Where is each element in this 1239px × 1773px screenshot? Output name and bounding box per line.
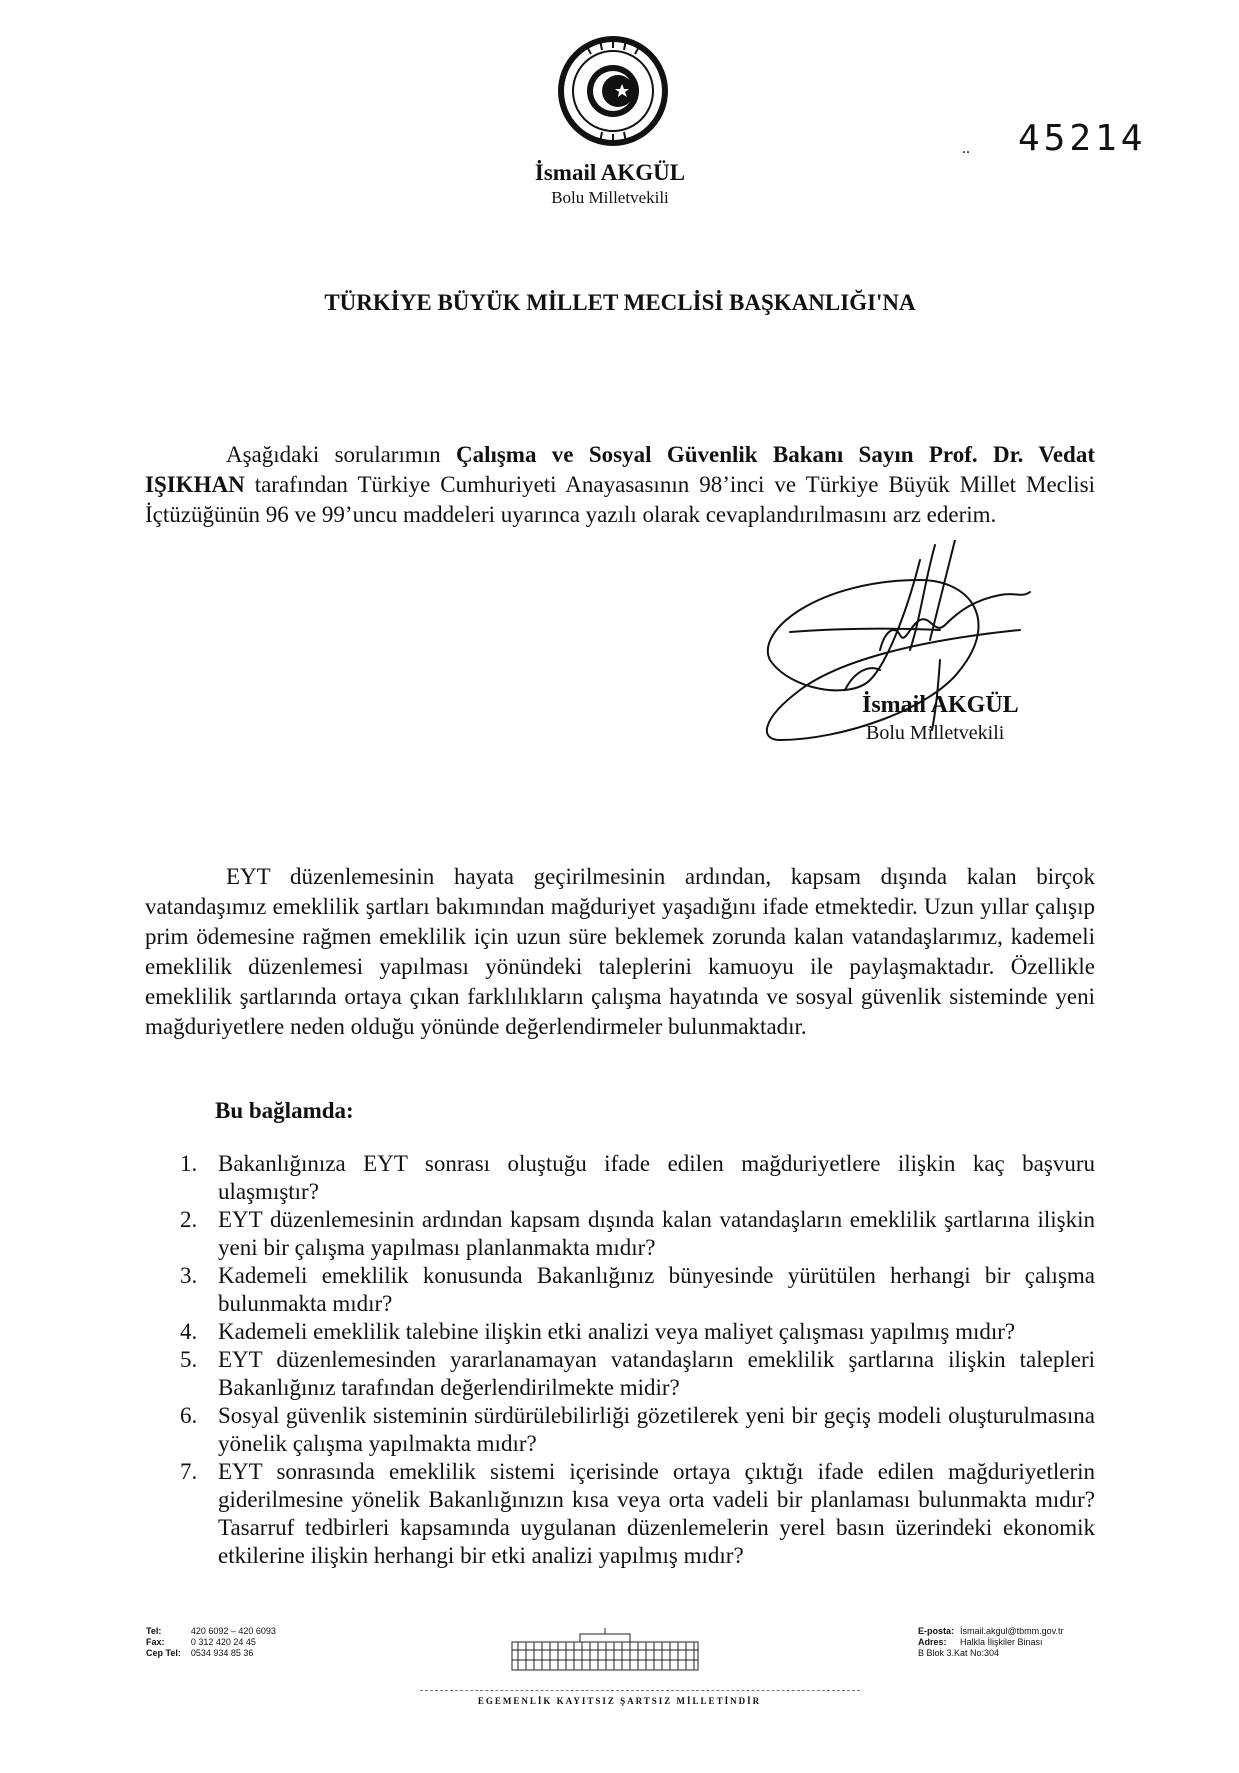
sender-name: İsmail AKGÜL [534,160,686,185]
question-text: EYT düzenlemesinin ardından kapsam dışında kalan vatandaşların emeklilik şartlarına ilişkin yeni bir çalışma yapılması planlanmakta mıdır? [218,1207,1095,1260]
email-value: İsmail.akgul@tbmm.gov.tr [960,1626,1064,1636]
list-item [145,1150,1095,1206]
question-number: 4. [180,1319,198,1344]
signature-name: İsmail AKGÜL [862,692,1019,718]
body-paragraph: EYT düzenlemesinin hayata geçirilmesinin ardından, kapsam dışında kalan birçok vatandaşımız emeklilik şartları bakımından mağduriyet yaşadığını ifade etmektedir. Uzun yıllar çalışıp prim ödemesine rağmen emeklilik için uzun süre beklemek zorunda kalan vatandaşlarımız, kademeli emeklilik düzenlemesi yapılması yönündeki taleplerini kamuoyu ile paylaşmaktadır. Özellikle emeklilik şartlarında ortaya çıkan farklılıkların çalışma hayatında ve sosyal güvenlik sisteminde yeni mağduriyetlere neden olduğu yönünde değerlendirmeler bulunmaktadır. [145,864,1095,1039]
questions-list [145,1150,1095,1570]
question-number: 7. [180,1459,198,1484]
tel-label: Tel: [146,1626,162,1636]
intro-text-after: tarafından Türkiye Cumhuriyeti Anayasasının 98’inci ve Türkiye Büyük Millet Meclisi İçtüzüğünün 96 ve 99’uncu maddeleri uyarınca yazılı olarak cevaplandırılmasını arz ederim. [145,472,1095,527]
address-line2: B Blok 3.Kat No:304 [918,1648,1000,1658]
fax-value: 0 312 420 24 45 [190,1637,256,1647]
addressee-heading: TÜRKİYE BÜYÜK MİLLET MECLİSİ BAŞKANLIĞI'NA [324,290,916,315]
question-number: 5. [180,1347,198,1372]
question-text: Bakanlığınıza EYT sonrası oluştuğu ifade edilen mağduriyetlere ilişkin kaç başvuru ulaşmıştır? [218,1151,1095,1204]
document-number-prefix: .. [962,140,970,157]
address-label: Adres: [918,1637,947,1647]
footer-contact-address [918,1626,1070,1659]
question-number: 2. [180,1207,198,1232]
intro-text-before: Aşağıdaki sorularımın [226,442,456,467]
letterhead-footer [0,1620,1239,1760]
question-number: 1. [180,1151,198,1176]
question-text: EYT sonrasında emeklilik sistemi içerisinde ortaya çıktığı ifade edilen mağduriyetlerin giderilmesine yönelik Bakanlığınızın kısa veya orta vadeli bir planlaması bulunmakta mıdır?Tasarruf tedbirleri kapsamında uygulanan düzenlemelerin yerel basın üzerindeki ekonomik etkilerine ilişkin herhangi bir etki analizi yapılmış mıdır? [218,1459,1095,1568]
intro-paragraph [145,440,1095,530]
question-text: EYT düzenlemesinden yararlanamayan vatandaşların emeklilik şartlarına ilişkin talepleri Bakanlığınız tarafından değerlendirilmekte midir? [218,1347,1095,1400]
question-text: Sosyal güvenlik sisteminin sürdürülebilirliği gözetilerek yeni bir geçiş modeli oluşturulmasına yönelik çalışma yapılmakta mıdır? [218,1403,1095,1456]
tel-value: 420 6092 – 420 6093 [190,1626,276,1636]
parliament-building-icon [510,1628,700,1673]
question-text: Kademeli emeklilik talebine ilişkin etki analizi veya maliyet çalışması yapılmış mıdır? [218,1319,1016,1344]
document-number: 45214 [1018,118,1147,159]
cep-label: Cep Tel: [146,1648,181,1658]
list-item [145,1458,1095,1570]
list-item [145,1262,1095,1318]
minister-name: Çalışma ve Sosyal Güvenlik Bakanı Sayın Prof. Dr. Vedat IŞIKHAN [145,442,1095,497]
question-number: 3. [180,1263,198,1288]
tbmm-seal-icon [556,34,670,148]
question-text: Kademeli emeklilik konusunda Bakanlığınız bünyesinde yürütülen herhangi bir çalışma bulunmakta mıdır? [218,1263,1095,1316]
list-item [145,1346,1095,1402]
cep-value: 0534 934 85 36 [190,1648,254,1658]
footer-motto: EGEMENLİK KAYITSIZ ŞARTSIZ MİLLETİNDİR [477,1696,762,1706]
sender-role: Bolu Milletvekili [551,188,669,207]
list-item [145,1318,1095,1346]
email-label: E-posta: [918,1626,954,1636]
footer-divider [420,1690,860,1691]
fax-label: Fax: [146,1637,165,1647]
list-item [145,1402,1095,1458]
address-line1: Halkla İlişkiler Binası [960,1637,1043,1647]
footer-contact-phones [146,1626,286,1659]
context-heading: Bu bağlamda: [215,1098,354,1123]
signature-role: Bolu Milletvekili [866,722,1005,744]
list-item [145,1206,1095,1262]
question-number: 6. [180,1403,198,1428]
